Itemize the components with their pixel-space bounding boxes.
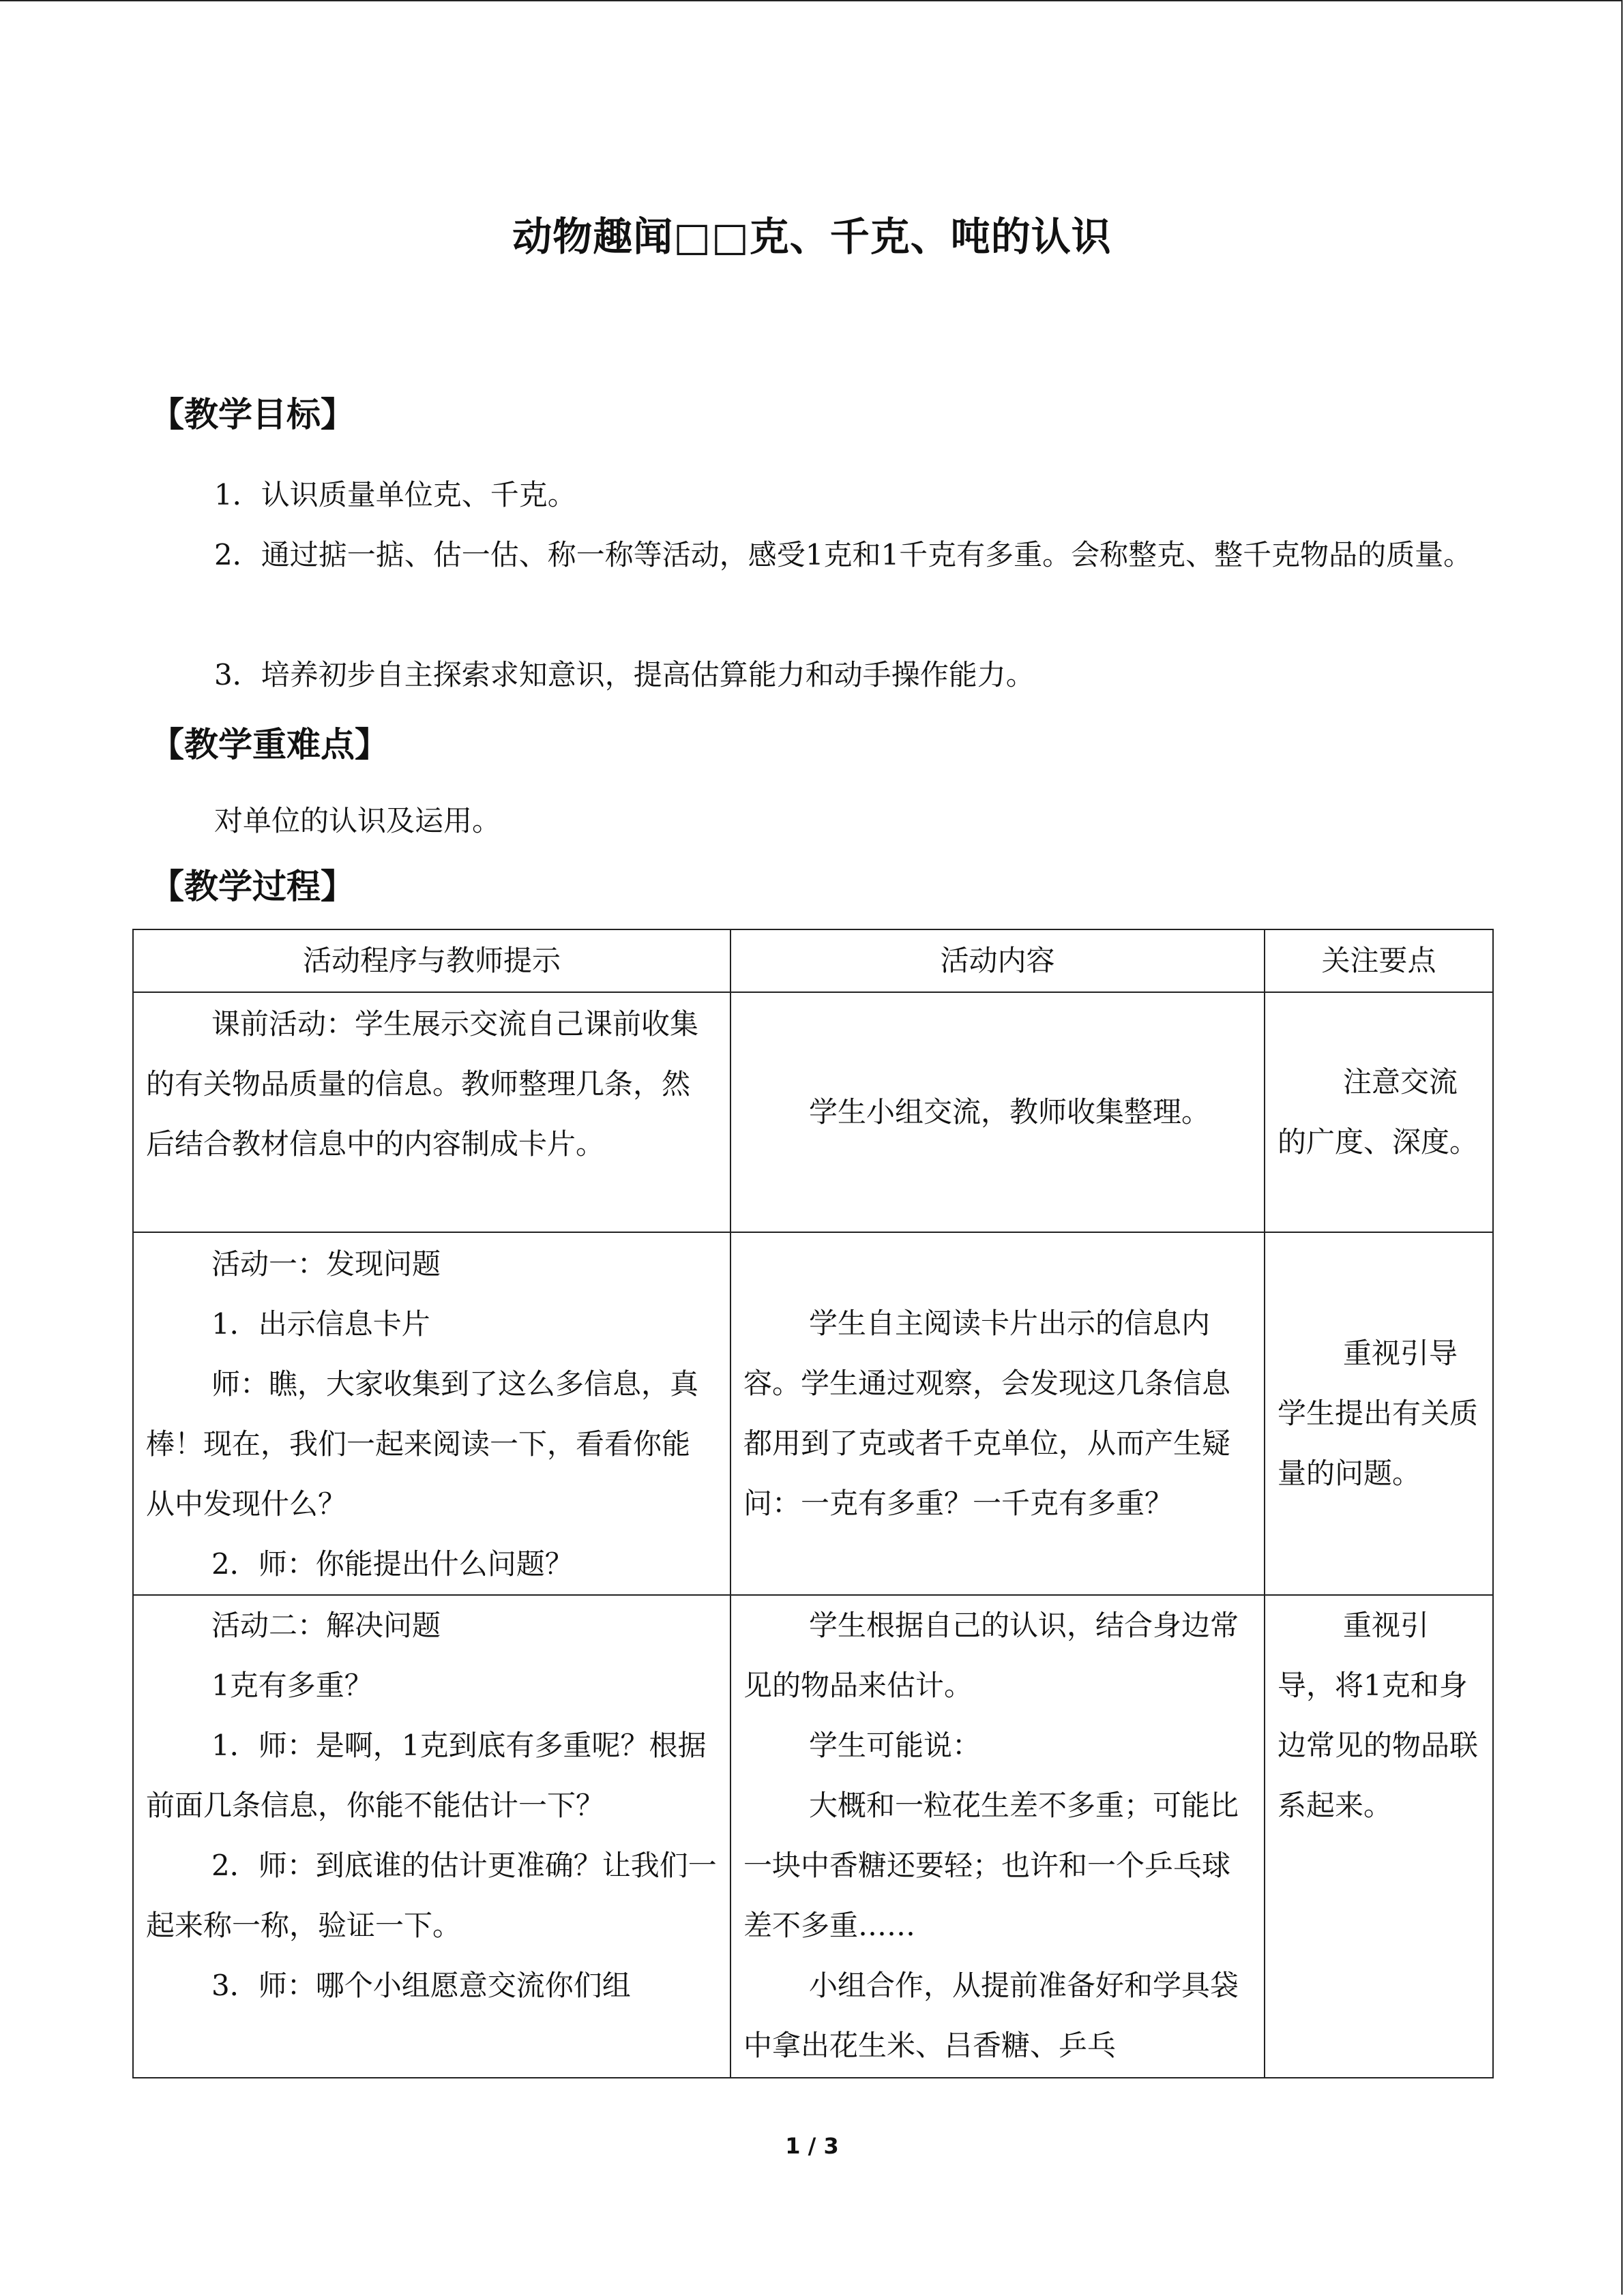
- header-focus: 关注要点: [1265, 929, 1493, 992]
- cell-text: 重视引导，将1克和身边常见的物品联系起来。: [1278, 1609, 1479, 1822]
- objectives-heading: 【教学目标】: [150, 395, 355, 434]
- cell-text: 学生小组交流，教师收集整理。: [809, 1095, 1211, 1129]
- cell-text: 重视引导学生提出有关质量的问题。: [1278, 1337, 1479, 1490]
- objective-item-2: 2．通过掂一掂、估一估、称一称等活动，感受1克和1千克有多重。会称整克、整千克物品的质量。: [214, 538, 1473, 571]
- table-header-row: [133, 929, 1493, 992]
- content-cell: [730, 1232, 1265, 1595]
- objective-item-3: 3．培养初步自主探索求知意识，提高估算能力和动手操作能力。: [214, 658, 1035, 691]
- content-cell: [730, 992, 1265, 1232]
- objective-item-1: 1．认识质量单位克、千克。: [214, 478, 576, 511]
- page-number: 1 / 3: [785, 2133, 839, 2159]
- cell-text: 注意交流的广度、深度。: [1278, 1065, 1479, 1159]
- focus-cell: [1265, 992, 1493, 1232]
- keypoints-heading: 【教学重难点】: [150, 725, 389, 764]
- cell-text: 活动二：解决问题: [211, 1609, 441, 1642]
- keypoints-text: 对单位的认识及运用。: [214, 804, 501, 837]
- cell-text: 学生可能说：: [809, 1729, 981, 1762]
- cell-text: 学生根据自己的认识，结合身边常见的物品来估计。: [743, 1609, 1239, 1702]
- cell-text: 1．出示信息卡片: [211, 1307, 430, 1341]
- focus-cell: [1265, 1595, 1493, 2078]
- cell-text: 1．师：是啊，1克到底有多重呢？根据前面几条信息，你能不能估计一下？: [146, 1729, 707, 1822]
- cell-text: 小组合作，从提前准备好和学具袋中拿出花生米、吕香糖、乒乓: [743, 1969, 1239, 2062]
- table-row: [133, 1595, 1493, 2078]
- cell-text: 1克有多重？: [211, 1669, 373, 1702]
- cell-text: 2．师：到底谁的估计更准确？让我们一起来称一称，验证一下。: [146, 1849, 717, 1942]
- program-cell: [133, 1595, 730, 2078]
- cell-text: 3．师：哪个小组愿意交流你们组: [211, 1969, 631, 2002]
- process-heading: 【教学过程】: [150, 867, 355, 906]
- program-cell: [133, 1232, 730, 1595]
- content-cell: [730, 1595, 1265, 2078]
- cell-text: 师：瞧，大家收集到了这么多信息，真棒！现在，我们一起来阅读一下，看看你能从中发现什么？: [146, 1367, 699, 1521]
- teaching-process-table: [132, 929, 1494, 2078]
- cell-text: 活动一：发现问题: [211, 1247, 441, 1281]
- table-row: [133, 992, 1493, 1232]
- program-cell: [133, 992, 730, 1232]
- cell-text: 大概和一粒花生差不多重；可能比一块中香糖还要轻；也许和一个乒乓球差不多重……: [743, 1789, 1239, 1942]
- cell-text: 学生自主阅读卡片出示的信息内容。学生通过观察，会发现这几条信息都用到了克或者千克单位，从而产生疑问：一克有多重？一千克有多重？: [743, 1307, 1231, 1520]
- cell-text: 课前活动：学生展示交流自己课前收集的有关物品质量的信息。教师整理几条，然后结合教材信息中的内容制成卡片。: [146, 1007, 699, 1161]
- cell-text: 2．师：你能提出什么问题？: [211, 1547, 574, 1581]
- header-content: 活动内容: [730, 929, 1265, 992]
- document-title: 动物趣闻□□克、千克、吨的认识: [512, 213, 1112, 260]
- header-program: 活动程序与教师提示: [133, 929, 730, 992]
- focus-cell: [1265, 1232, 1493, 1595]
- table-row: [133, 1232, 1493, 1595]
